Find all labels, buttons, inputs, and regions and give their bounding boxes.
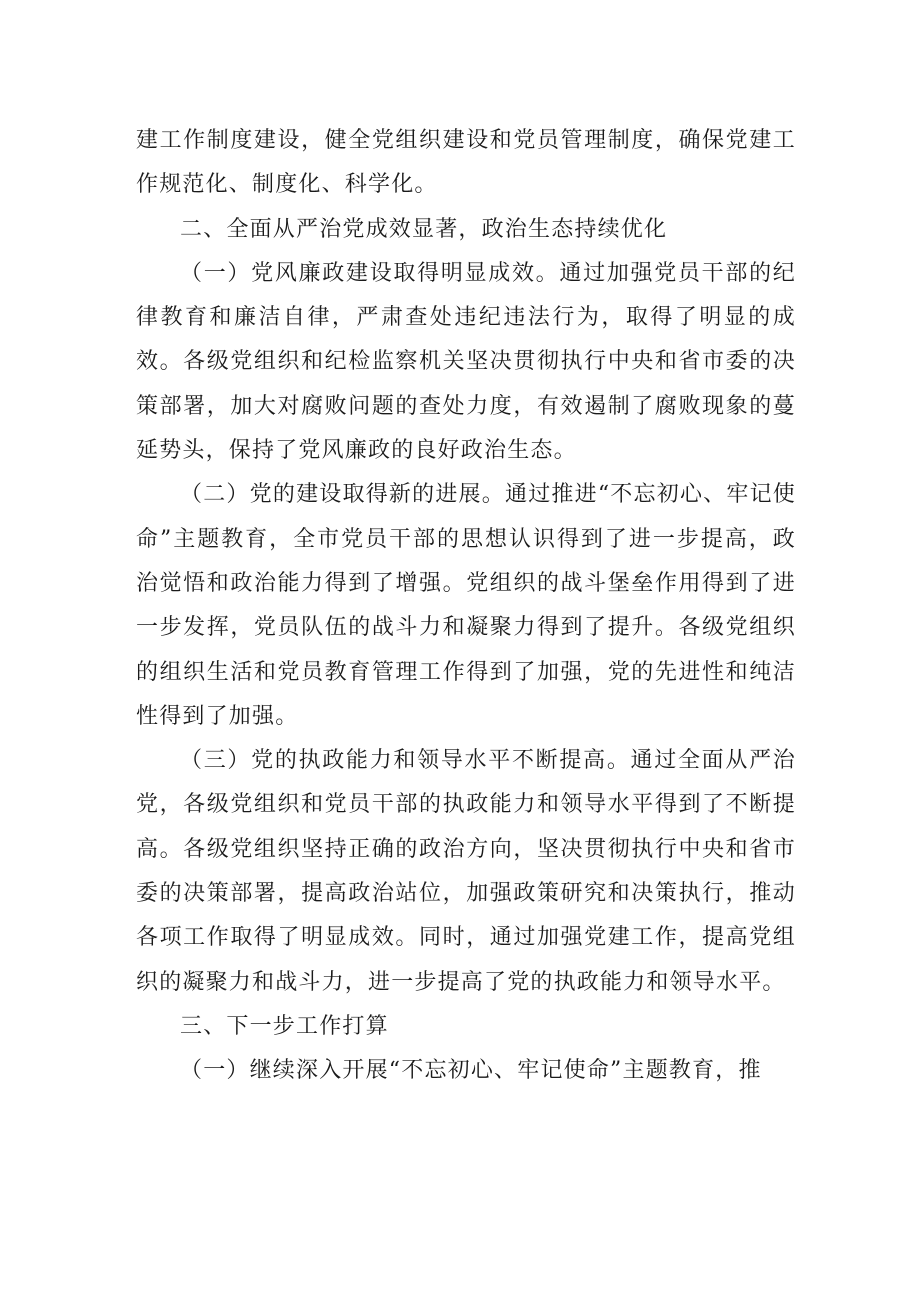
document-body [136, 119, 796, 1094]
paragraph-section-2-item-1: （一）党风廉政建设取得明显成效。通过加强党员干部的纪律教育和廉洁自律，严肃查处违纪违法行为，取得了明显的成效。各级党组织和纪检监察机关坚决贯彻执行中央和省市委的决策部署，加大对腐败问题的查处力度，有效遏制了腐败现象的蔓延势头，保持了党风廉政的良好政治生态。 [136, 260, 796, 464]
section-3-heading: 三、下一步工作打算 [180, 1013, 389, 1039]
section-2-heading: 二、全面从严治党成效显著，政治生态持续优化 [180, 216, 668, 242]
paragraph-section-3-item-1: （一）继续深入开展“不忘初心、牢记使命”主题教育，推 [180, 1058, 762, 1084]
paragraph-section-2-item-3: （三）党的执政能力和领导水平不断提高。通过全面从严治党，各级党组织和党员干部的执政能力和领导水平得到了不断提高。各级党组织坚持正确的政治方向，坚决贯彻执行中央和省市委的决策部署，提高政治站位，加强政策研究和决策执行，推动各项工作取得了明显成效。同时，通过加强党建工作，提高党组织的凝聚力和战斗力，进一步提高了党的执政能力和领导水平。 [136, 748, 796, 995]
paragraph-section-2-item-2: （二）党的建设取得新的进展。通过推进“不忘初心、牢记使命”主题教育，全市党员干部的思想认识得到了进一步提高，政治觉悟和政治能力得到了增强。党组织的战斗堡垒作用得到了进一步发挥，党员队伍的战斗力和凝聚力得到了提升。各级党组织的组织生活和党员教育管理工作得到了加强，党的先进性和纯洁性得到了加强。 [136, 482, 796, 729]
paragraph-continuation: 建工作制度建设，健全党组织建设和党员管理制度，确保党建工作规范化、制度化、科学化。 [136, 128, 796, 198]
